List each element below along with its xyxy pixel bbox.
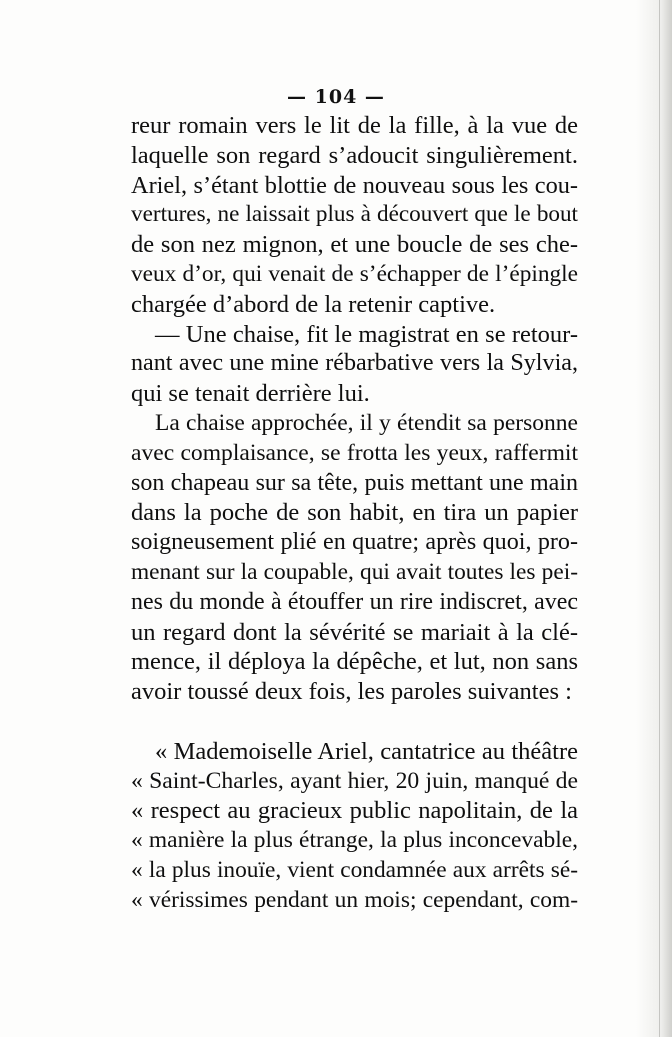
text-line: « la plus inouïe, vient condamnée aux arrêts sé- bbox=[131, 856, 578, 883]
text-line: reur romain vers le lit de la fille, à la vue de bbox=[131, 112, 578, 139]
text-line: menant sur la coupable, qui avait toutes les pei- bbox=[131, 558, 578, 585]
paragraph-gap bbox=[131, 707, 578, 737]
text-line: nes du monde à étouffer un rire indiscret, avec bbox=[131, 588, 578, 615]
text-line: laquelle son regard s’adoucit singulièrement. bbox=[131, 141, 578, 169]
text-line: un regard dont la sévérité se mariait à la clé- bbox=[131, 618, 578, 646]
text-line: avec complaisance, se frotta les yeux, raffermit bbox=[131, 439, 578, 466]
text-line: « vérissimes pendant un mois; cependant, com- bbox=[131, 886, 578, 913]
page-number: — 104 — bbox=[287, 86, 385, 108]
page-edge-line bbox=[659, 0, 660, 1037]
text-line: — Une chaise, fit le magistrat en se retour- bbox=[155, 320, 578, 348]
text-line: vertures, ne laissait plus à découvert que le bout bbox=[131, 201, 578, 228]
page-edge-shadow bbox=[636, 0, 672, 1037]
text-line: qui se tenait derrière lui. bbox=[131, 380, 370, 408]
text-line: « manière la plus étrange, la plus inconcevable, bbox=[131, 827, 578, 854]
text-line: « respect au gracieux public napolitain, de la bbox=[131, 797, 578, 825]
text-line: Ariel, s’étant blottie de nouveau sous les cou- bbox=[131, 171, 578, 199]
text-line: avoir toussé deux fois, les paroles suivantes : bbox=[131, 678, 572, 706]
text-line: son chapeau sur sa tête, puis mettant une main bbox=[131, 469, 578, 496]
text-line: nant avec une mine rébarbative vers la Sylvia, bbox=[131, 350, 578, 377]
text-line: mence, il déploya la dépêche, et lut, non sans bbox=[131, 648, 578, 676]
text-line: soigneusement plié en quatre; après quoi, pro- bbox=[131, 529, 578, 556]
text-line: « Saint-Charles, ayant hier, 20 juin, manqué de bbox=[131, 767, 578, 794]
text-line: « Mademoiselle Ariel, cantatrice au théâtre bbox=[155, 737, 578, 765]
text-line: dans la poche de son habit, en tira un papier bbox=[131, 499, 578, 527]
text-line: de son nez mignon, et une boucle de ses che- bbox=[131, 231, 578, 259]
text-line: veux d’or, qui venait de s’échapper de l’épingle bbox=[131, 260, 578, 287]
text-line: chargée d’abord de la retenir captive. bbox=[131, 290, 496, 318]
body-text bbox=[131, 111, 578, 916]
text-line: La chaise approchée, il y étendit sa personne bbox=[155, 409, 578, 436]
